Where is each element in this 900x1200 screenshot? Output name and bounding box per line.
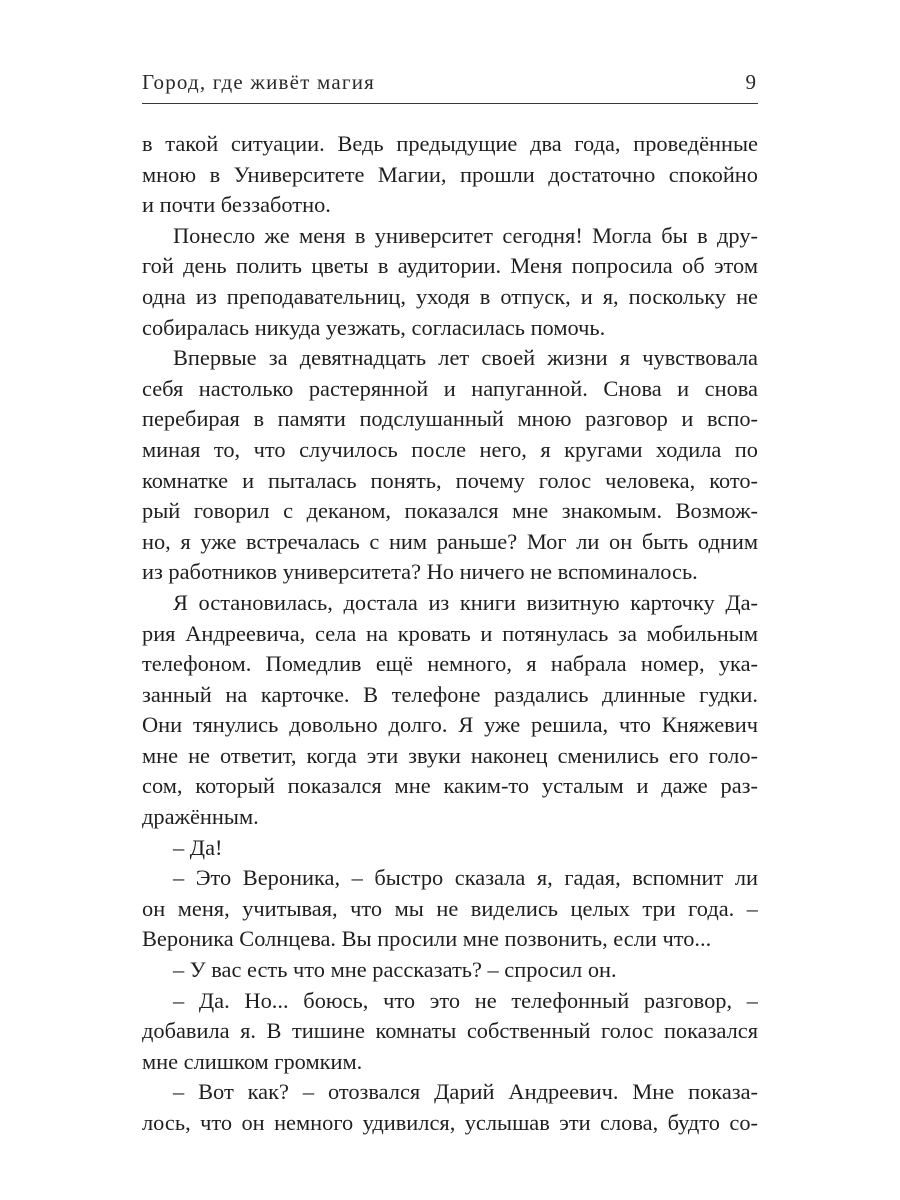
text-line: в такой ситуации. Ведь предыдущие два года, проведённые	[142, 131, 758, 156]
text-line: перебирая в памяти подслушанный мною разговор и вспо-	[142, 406, 758, 432]
text-line: миная то, что случилось после него, я кругами ходила по	[142, 436, 758, 462]
text-line: собиралась никуда уезжать, согласилась помочь.	[142, 314, 606, 340]
text-line: Понесло же меня в университет сегодня! Могла бы в дру-	[173, 222, 758, 248]
body-text	[142, 129, 758, 1139]
text-line: добавила я. В тишине комнаты собственный голос показался	[142, 1018, 758, 1044]
header-rule	[142, 103, 758, 104]
text-line: из работников университета? Но ничего не вспоминалось.	[142, 559, 698, 585]
text-line: Они тянулись довольно долго. Я уже решила, что Княжевич	[142, 712, 758, 738]
text-line: комнатке и пыталась понять, почему голос человека, кото-	[142, 467, 758, 493]
text-line: Впервые за девятнадцать лет своей жизни я чувствовала	[173, 345, 758, 371]
text-line: и почти беззаботно.	[142, 192, 331, 218]
page-number: 9	[745, 70, 756, 94]
text-line: мною в Университете Магии, прошли достаточно спокойно	[142, 161, 758, 187]
running-head	[142, 70, 758, 100]
text-line: дражённым.	[142, 804, 259, 830]
text-line: лось, что он немного удивился, услышав эти слова, будто со-	[142, 1110, 758, 1135]
text-line: гой день полить цветы в аудитории. Меня попросила об этом	[142, 253, 758, 279]
text-line: себя настолько растерянной и напуганной. Снова и снова	[142, 375, 758, 401]
text-line: – У вас есть что мне рассказать? – спросил он.	[173, 957, 617, 983]
text-line: одна из преподавательниц, уходя в отпуск, и я, поскольку не	[142, 283, 758, 309]
text-line: мне не ответит, когда эти звуки наконец сменились его голо-	[142, 742, 758, 768]
text-line: но, я уже встречалась с ним раньше? Мог ли он быть одним	[142, 528, 758, 554]
text-line: рый говорил с деканом, показался мне знакомым. Возмож-	[142, 498, 758, 524]
text-line: – Вот как? – отозвался Дарий Андреевич. Мне показа-	[173, 1079, 758, 1105]
text-line: мне слишком громким.	[142, 1048, 363, 1074]
text-line: Вероника Солнцева. Вы просили мне позвонить, если что...	[142, 926, 712, 952]
text-line: сом, который показался мне каким-то усталым и даже раз-	[142, 773, 758, 799]
text-line: Я остановилась, достала из книги визитную карточку Да-	[173, 589, 758, 615]
text-line: он меня, учитывая, что мы не виделись целых три года. –	[142, 895, 758, 921]
text-line: телефоном. Помедлив ещё немного, я набрала номер, ука-	[142, 651, 758, 677]
running-title: Город, где живёт магия	[142, 70, 375, 94]
text-line: рия Андреевича, села на кровать и потянулась за мобильным	[142, 620, 758, 646]
text-line: – Да!	[173, 834, 223, 860]
text-line: – Это Вероника, – быстро сказала я, гадая, вспомнит ли	[173, 865, 758, 891]
text-line: – Да. Но... боюсь, что это не телефонный разговор, –	[173, 987, 758, 1013]
text-line: занный на карточке. В телефоне раздались длинные гудки.	[142, 681, 758, 707]
